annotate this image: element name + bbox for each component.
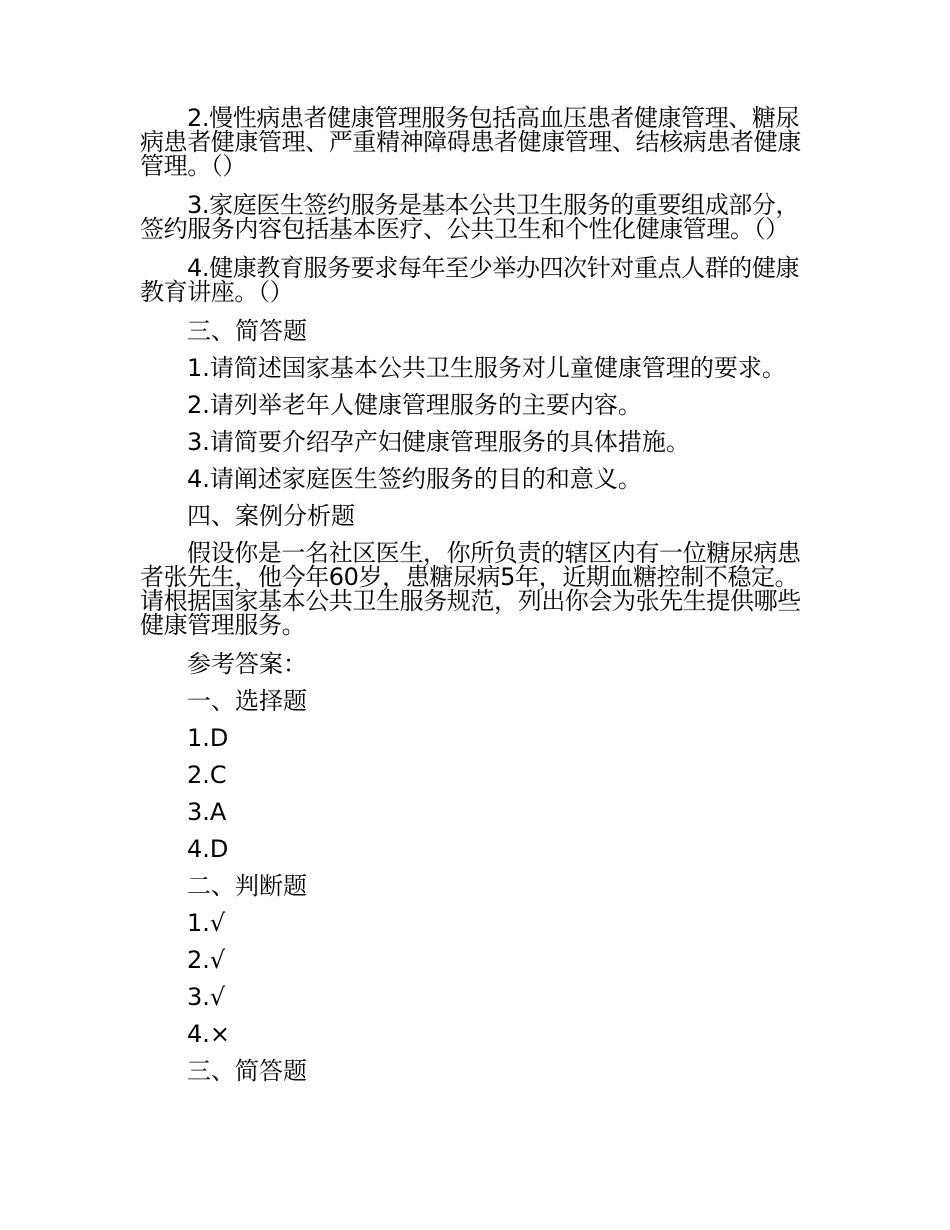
judgment-item-3: 3.家庭医生签约服务是基本公共卫生服务的重要组成部分，签约服务内容包括基本医疗、公共卫生和个性化健康管理。（） <box>140 191 800 243</box>
choice-answer-4: 4.D <box>187 835 229 863</box>
choice-answers-heading: 一、选择题 <box>187 687 307 715</box>
short-answer-heading: 三、简答题 <box>187 317 307 345</box>
choice-answer-3: 3.A <box>187 798 227 826</box>
judgment-answers-heading: 二、判断题 <box>187 872 307 900</box>
short-answer-answers-heading: 三、简答题 <box>187 1057 307 1085</box>
choice-answer-1: 1.D <box>187 724 229 752</box>
answers-heading: 参考答案： <box>187 650 307 678</box>
document-body <box>140 106 812 1096</box>
short-answer-item-2: 2.请列举老年人健康管理服务的主要内容。 <box>187 391 642 419</box>
judgment-answer-4: 4.× <box>187 1020 231 1048</box>
judgment-answer-1: 1.√ <box>187 909 226 937</box>
case-analysis-heading: 四、案例分析题 <box>187 502 355 530</box>
judgment-item-2: 2.慢性病患者健康管理服务包括高血压患者健康管理、糖尿病患者健康管理、严重精神障碍患者健康管理、结核病患者健康管理。（） <box>140 104 801 180</box>
short-answer-item-4: 4.请阐述家庭医生签约服务的目的和意义。 <box>187 465 642 493</box>
choice-answer-2: 2.C <box>187 761 227 789</box>
short-answer-item-3: 3.请简要介绍孕产妇健康管理服务的具体措施。 <box>187 428 690 456</box>
case-analysis-text: 假设你是一名社区医生，你所负责的辖区内有一位糖尿病患者张先生，他今年60岁，患糖尿病5年，近期血糖控制不稳定。请根据国家基本公共卫生服务规范，列出你会为张先生提供哪些健康管理服务。 <box>140 539 801 639</box>
judgment-answer-2: 2.√ <box>187 946 226 974</box>
judgment-item-4: 4.健康教育服务要求每年至少举办四次针对重点人群的健康教育讲座。（） <box>140 254 800 306</box>
short-answer-item-1: 1.请简述国家基本公共卫生服务对儿童健康管理的要求。 <box>187 354 786 382</box>
judgment-answer-3: 3.√ <box>187 983 226 1011</box>
